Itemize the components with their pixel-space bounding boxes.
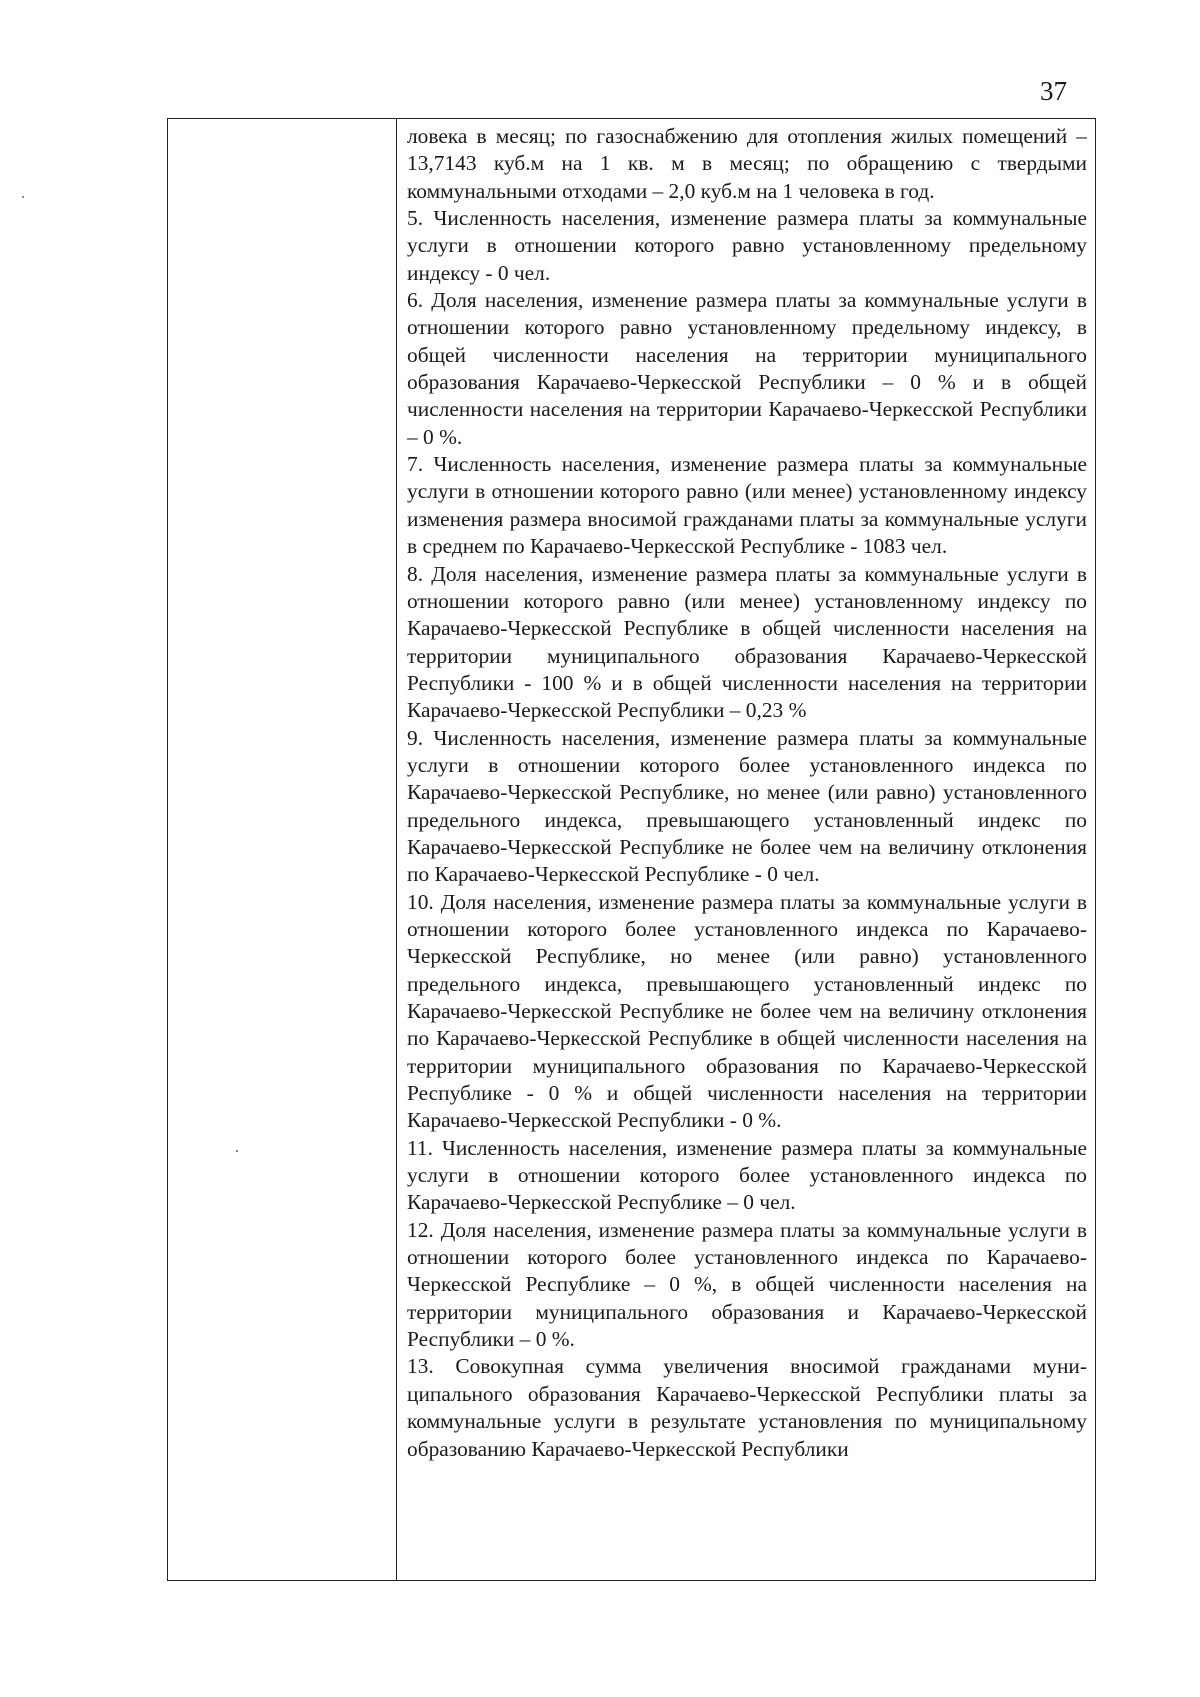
left-column-cell	[168, 119, 397, 1581]
document-table	[167, 118, 1096, 1581]
paragraph-item-13: 13. Совокупная сумма увеличения вносимой гражданами муниципального образования Карачаево-Черкесской Республики платы за коммунальные услуги в результате установления по муниципальному образованию Карачаево-Черкесской Республики	[407, 1354, 1087, 1461]
paragraph-item-5: 5. Численность населения, изменение размера платы за коммунальные услуги в отношении которого равно установленному предельному индексу - 0 чел.	[407, 206, 1087, 285]
paragraph-item-7: 7. Численность населения, изменение размера платы за коммунальные услуги в отношении которого равно (или менее) установленному индексу изменения размера вносимой гражданами платы за коммунальные услуги в среднем по Карачаево-Черкесской Республике - 1083 чел.	[407, 452, 1087, 559]
paragraph-continuation: ловека в месяц; по газоснабжению для отопления жилых помещений – 13,7143 куб.м на 1 кв. м в месяц; по обращению с твердыми коммунальными отходами – 2,0 куб.м на 1 человека в год.	[407, 124, 1087, 203]
page-number: 37	[1040, 76, 1067, 106]
paragraph-item-9: 9. Численность населения, изменение размера платы за коммунальные услуги в отношении которого более установленного индекса по Карачаево-Черкесской Республике, но менее (или равно) установленного предельного индекса, превышающего установленный индекс по Карачаево-Черкесской Республике не более чем на величину отклонения по Карачаево-Черкесской Республике - 0 чел.	[407, 725, 1087, 887]
table-row	[168, 119, 1096, 1581]
right-column-cell	[397, 119, 1096, 1581]
paragraph-item-10: 10. Доля населения, изменение размера платы за коммунальные услуги в отношении которого более установленного индекса по Карачаево-Черкесской Республике, но менее (или равно) установленного предельного индекса, превышающего установленный индекс по Карачаево-Черкесской Республике не более чем на величину отклонения по Карачаево-Черкесской Республике в общей численности населения на территории муниципального образования по Карачаево-Черкесской Республике - 0 % и общей численности населения на территории Карачаево-Черкесской Республики - 0 %.	[407, 889, 1087, 1133]
paragraph-item-11: 11. Численность населения, изменение размера платы за коммунальные услуги в отношении которого более установленного индекса по Карачаево-Черкесской Республике – 0 чел.	[407, 1135, 1087, 1215]
paragraph-item-6: 6. Доля населения, изменение размера платы за коммунальные услуги в отношении которого равно установленному предельному индексу, в общей численности населения на территории муниципального образования Карачаево-Черкесской Республики – 0 % и в общей численности населения на территории Карачаево-Черкесской Республики – 0 %.	[407, 288, 1087, 449]
scan-speck	[22, 196, 24, 198]
paragraph-item-8: 8. Доля населения, изменение размера платы за коммунальные услуги в отношении которого равно (или менее) установленному индексу по Карачаево-Черкесской Республике в общей численности населения на территории муниципального образования Карачаево-Черкесской Республики - 100 % и в общей численности населения на территории Карачаево-Черкесской Республики – 0,23 %	[407, 561, 1087, 723]
paragraph-item-12: 12. Доля населения, изменение размера платы за коммунальные услуги в отношении которого более установленного индекса по Карачаево-Черкесской Республике – 0 %, в общей численности населения на территории муниципального образования и Карачаево-Черкесской Республики – 0 %.	[407, 1217, 1087, 1352]
